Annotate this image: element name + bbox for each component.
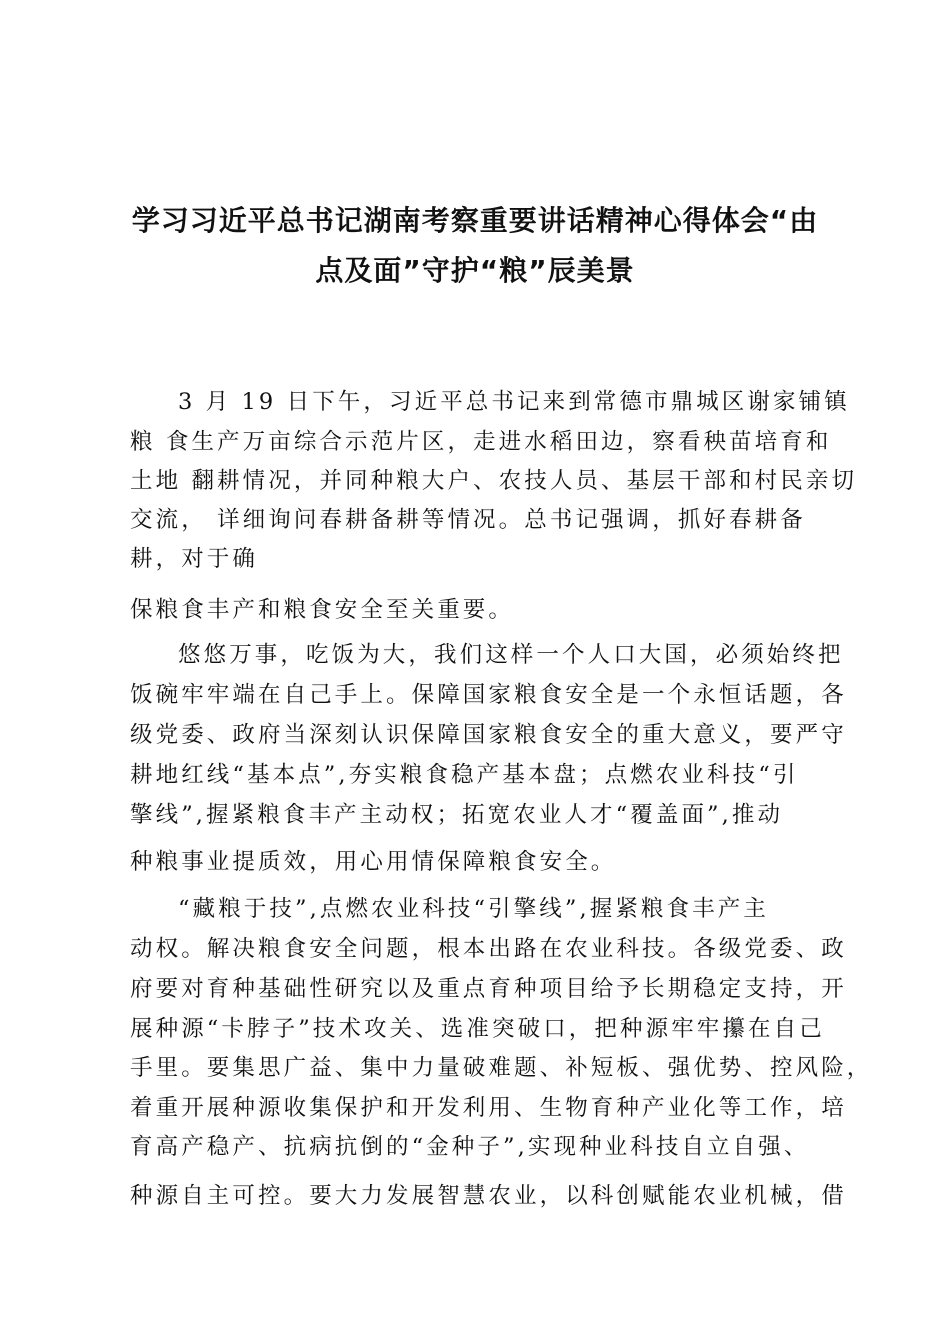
text-line: “藏粮于技”,点燃农业科技“引擎线”,握紧粮食丰产主 (178, 896, 769, 922)
text-line: 悠悠万事，吃饭为大，我们这样一个人口大国，必须始终把 (178, 642, 844, 668)
text-line: 育高产稳产、抗病抗倒的“金种子”,实现种业科技自立自强、 (130, 1134, 810, 1160)
title-line-2: 点及面”守护“粮”辰美景 (315, 254, 635, 287)
text-line: 手里。要集思广益、集中力量破难题、补短板、强优势、控风险， (130, 1055, 873, 1081)
text-line: 种粮事业提质效，用心用情保障粮食安全。 (130, 849, 617, 875)
document-title (110, 196, 840, 296)
text-line: 种源自主可控。要大力发展智慧农业，以科创赋能农业机械，借 (130, 1183, 847, 1209)
text-line: 保粮食丰产和粮食安全至关重要。 (130, 597, 515, 623)
text-line: 展种源“卡脖子”技术攻关、选准突破口，把种源牢牢攥在自己 (130, 1016, 825, 1042)
text-line: 擎线”,握紧粮食丰产主动权；拓宽农业人才“覆盖面”,推动 (130, 802, 784, 828)
text-line: 耕地红线“基本点”,夯实粮食稳产基本盘；点燃农业科技“引 (130, 762, 799, 788)
text-line: 交流， 详细询问春耕备耕等情况。总书记强调，抓好春耕备 (130, 507, 806, 533)
text-line: 耕，对于确 (130, 546, 259, 572)
text-line: 级党委、政府当深刻认识保障国家粮食安全的重大意义，要严守 (130, 722, 847, 748)
text-line: 3 月 19 日下午，习近平总书记来到常德市鼎城区谢家铺镇 (178, 389, 850, 415)
text-line: 粮 食生产万亩综合示范片区，走进水稻田边，察看秧苗培育和 (130, 429, 832, 455)
text-line: 动权。解决粮食安全问题，根本出路在农业科技。各级党委、政 (130, 936, 847, 962)
text-line: 着重开展种源收集保护和开发利用、生物育种产业化等工作，培 (130, 1095, 847, 1121)
text-line: 饭碗牢牢端在自己手上。保障国家粮食安全是一个永恒话题，各 (130, 682, 847, 708)
text-line: 府要对育种基础性研究以及重点育种项目给予长期稳定支持，开 (130, 976, 847, 1002)
text-line: 土地 翻耕情况，并同种粮大户、农技人员、基层干部和村民亲切 (130, 468, 858, 494)
title-line-1: 学习习近平总书记湖南考察重要讲话精神心得体会“由 (131, 204, 819, 237)
